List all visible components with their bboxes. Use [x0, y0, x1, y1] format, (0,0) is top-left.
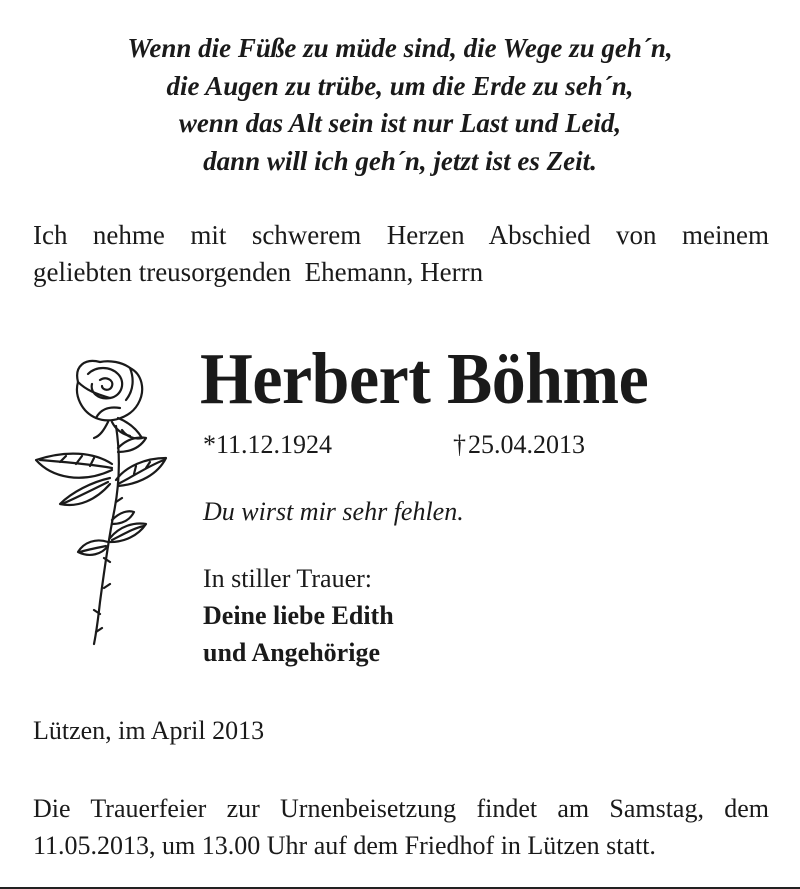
death-date: 25.04.2013	[468, 430, 585, 459]
service-line-1: Die Trauerfeier zur Urnenbeisetzung findet am Samstag, dem	[33, 794, 769, 823]
poem-line-3: wenn das Alt sein ist nur Last und Leid,	[178, 108, 622, 138]
service-info	[33, 790, 769, 864]
dagger-icon: †	[453, 430, 466, 459]
mourners	[203, 560, 394, 671]
death-date-group	[453, 428, 585, 462]
rose-icon	[30, 352, 172, 652]
place-date: Lützen, im April 2013	[33, 716, 265, 745]
poem	[0, 30, 800, 180]
mourning-label: In stiller Trauer:	[203, 564, 372, 593]
service-line-2: 11.05.2013, um 13.00 Uhr auf dem Friedhof in Lützen statt.	[33, 831, 656, 860]
deceased-name: Herbert Böhme	[200, 338, 649, 419]
poem-line-2: die Augen zu trübe, um die Erde zu seh´n,	[166, 70, 634, 101]
farewell-message: Du wirst mir sehr fehlen.	[203, 497, 464, 526]
intro-line-2: geliebten treusorgenden Ehemann, Herrn	[33, 257, 484, 287]
poem-line-1: Wenn die Füße zu müde sind, die Wege zu geh´n,	[127, 33, 673, 63]
poem-line-4: dann will ich geh´n, jetzt ist es Zeit.	[203, 145, 597, 176]
intro-text	[33, 217, 769, 291]
mourner-line-2: und Angehörige	[203, 638, 380, 667]
intro-line-1: Ich nehme mit schwerem Herzen Abschied von meinem	[33, 220, 769, 250]
birth-date: *11.12.1924	[203, 430, 333, 459]
mourner-line-1: Deine liebe Edith	[203, 601, 394, 630]
